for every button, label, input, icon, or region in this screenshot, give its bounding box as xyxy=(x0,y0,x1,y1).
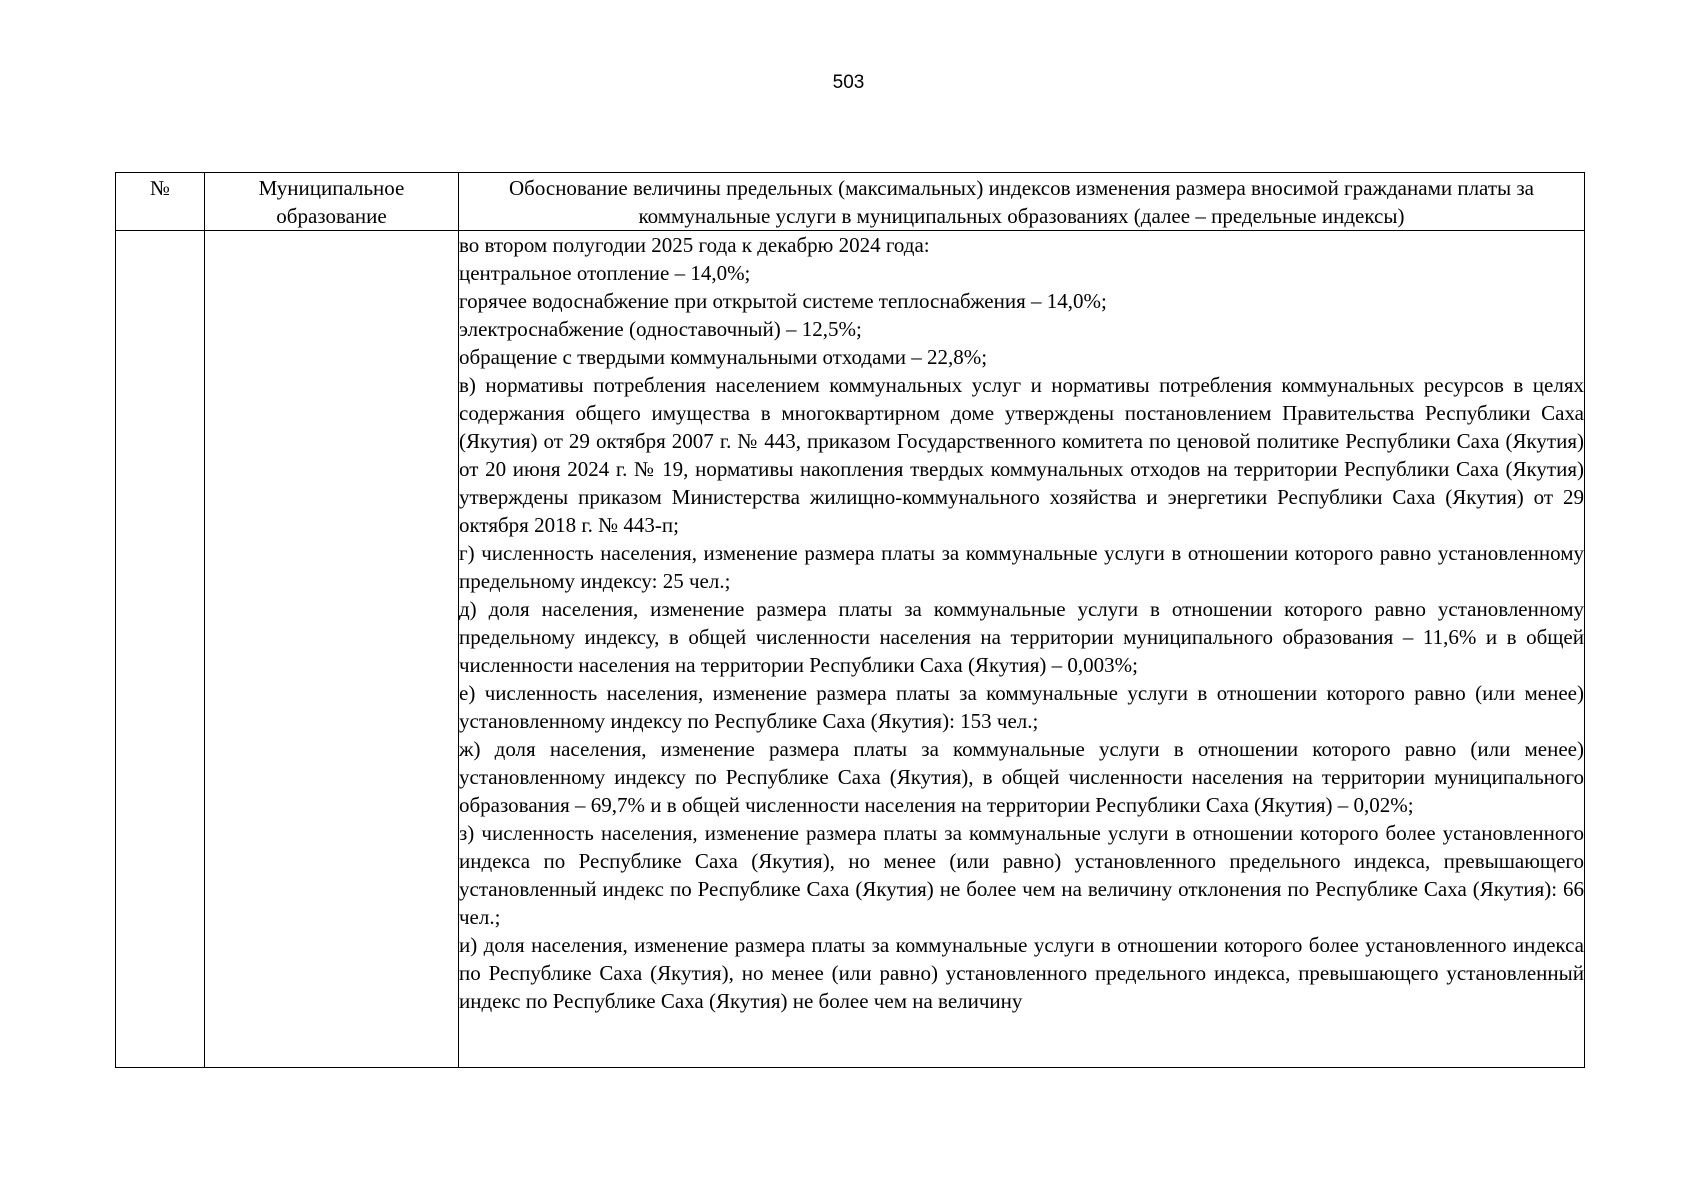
paragraph-z: з) численность населения, изменение размера платы за коммунальные услуги в отношении которого более установленного индекса по Республике Саха (Якутия), но менее (или равно) установленного предельного индекса, превышающего установленный индекс по Республике Саха (Якутия) не более чем на величину отклонения по Республике Саха (Якутия): 66 чел.; xyxy=(459,821,1584,929)
table-row xyxy=(116,231,1585,1068)
header-justification: Обоснование величины предельных (максимальных) индексов изменения размера вносимой гражданами платы за коммунальные услуги в муниципальных образованиях (далее – предельные индексы) xyxy=(459,173,1585,231)
cell-number xyxy=(116,231,205,1068)
header-municipality: Муниципальное образование xyxy=(205,173,459,231)
paragraph: центральное отопление – 14,0%; xyxy=(459,261,751,285)
paragraph: обращение с твердыми коммунальными отходами – 22,8%; xyxy=(459,345,988,369)
paragraph-d: д) доля населения, изменение размера платы за коммунальные услуги в отношении которого равно установленному предельному индексу, в общей численности населения на территории муниципального образования – 11,6% и в общей численности населения на территории Республики Саха (Якутия) – 0,003%; xyxy=(459,597,1584,677)
paragraph: горячее водоснабжение при открытой системе теплоснабжения – 14,0%; xyxy=(459,289,1107,313)
justification-table xyxy=(115,172,1585,1068)
paragraph-e: е) численность населения, изменение размера платы за коммунальные услуги в отношении которого равно (или менее) установленному индексу по Республике Саха (Якутия): 153 чел.; xyxy=(459,681,1584,733)
cell-municipality xyxy=(205,231,459,1068)
header-number: № xyxy=(116,173,205,231)
cell-justification xyxy=(459,231,1585,1068)
paragraph-g: г) численность населения, изменение размера платы за коммунальные услуги в отношении которого равно установленному предельному индексу: 25 чел.; xyxy=(459,541,1584,593)
paragraph-v: в) нормативы потребления населением коммунальных услуг и нормативы потребления коммунальных ресурсов в целях содержания общего имущества в многоквартирном доме утверждены постановлением Правительства Республики Саха (Якутия) от 29 октября 2007 г. № 443, приказом Государственного комитета по ценовой политике Республики Саха (Якутия) от 20 июня 2024 г. № 19, нормативы накопления твердых коммунальных отходов на территории Республики Саха (Якутия) утверждены приказом Министерства жилищно-коммунального хозяйства и энергетики Республики Саха (Якутия) от 29 октября 2018 г. № 443-п; xyxy=(459,373,1584,537)
paragraph: во втором полугодии 2025 года к декабрю 2024 года: xyxy=(459,233,930,257)
paragraph: электроснабжение (одноставочный) – 12,5%; xyxy=(459,317,862,341)
paragraph-zh: ж) доля населения, изменение размера платы за коммунальные услуги в отношении которого равно (или менее) установленному индексу по Республике Саха (Якутия), в общей численности населения на территории муниципального образования – 69,7% и в общей численности населения на территории Республики Саха (Якутия) – 0,02%; xyxy=(459,737,1584,817)
paragraph-i: и) доля населения, изменение размера платы за коммунальные услуги в отношении которого более установленного индекса по Республике Саха (Якутия), но менее (или равно) установленного предельного индекса, превышающего установленный индекс по Республике Саха (Якутия) не более чем на величину xyxy=(459,933,1584,1013)
page-number: 503 xyxy=(832,72,865,93)
table-header-row xyxy=(116,173,1585,231)
